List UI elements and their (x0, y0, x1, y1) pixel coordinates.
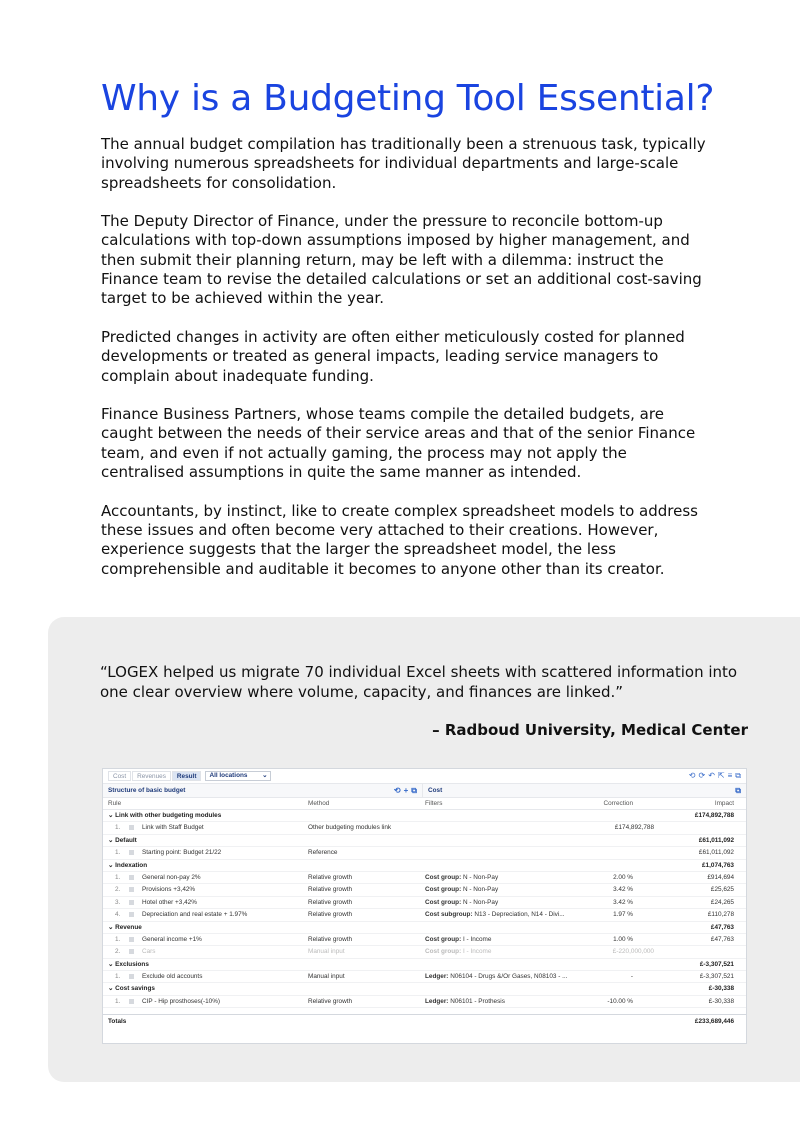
totals-value: £233,689,446 (694, 1018, 734, 1026)
checkbox[interactable] (129, 850, 134, 855)
rule-name: Hotel other +3,42% (142, 898, 197, 906)
filter-label: Cost group: (425, 898, 462, 906)
copy-icon[interactable]: ⧉ (735, 771, 741, 780)
rule-cell (108, 872, 201, 884)
impact-cell: £24,265 (710, 898, 734, 906)
checkbox[interactable] (129, 825, 134, 830)
filter-value: N - Non-Pay (463, 886, 499, 894)
paragraph: Accountants, by instinct, like to create complex spreadsheet models to address these issues and often become very attached to their creations. However, experience suggests that the larger the spreadsheet model, the less comprehensible and auditable it becomes to anyone other than its creator. (101, 501, 698, 578)
checkbox[interactable] (129, 949, 134, 954)
rule-name: Starting point: Budget 21/22 (142, 849, 222, 857)
chevron-down-icon: ⌄ (108, 861, 116, 869)
filter-value: N06104 - Drugs &/Or Gases, N08103 - ... (450, 973, 568, 981)
rule-name: Provisions +3,42% (142, 886, 196, 894)
rule-cell (108, 934, 202, 946)
correction-cell: 2.00 % (613, 873, 633, 881)
group-toggle[interactable] (108, 922, 142, 934)
linked-value: £-220,000,000 (612, 948, 654, 956)
group-toggle[interactable] (108, 959, 149, 971)
group-name: Cost savings (115, 985, 155, 993)
group-row[interactable] (103, 922, 746, 934)
column-correction: Correction (603, 800, 633, 807)
duplicate-icon[interactable]: ⧉ (411, 785, 417, 795)
rule-name: Depreciation and real estate + 1.97% (142, 911, 248, 919)
impact-cell: £61,011,092 (698, 849, 734, 857)
filter-value: N - Non-Pay (463, 898, 499, 906)
row-number: 3. (115, 898, 121, 906)
undo-icon[interactable]: ↶ (708, 771, 715, 780)
checkbox[interactable] (129, 974, 134, 979)
rule-name: General income +1% (142, 935, 202, 943)
row-number: 4. (115, 911, 121, 919)
cost-panel-title: Cost (428, 787, 443, 794)
filter-label: Ledger: (425, 997, 449, 1005)
filter-icon[interactable]: ≡ (727, 771, 733, 780)
testimonial-quote: “LOGEX helped us migrate 70 individual Excel sheets with scattered information into one clear overview where volume, capacity, and finances are linked.” (100, 663, 738, 701)
row-number: 1. (115, 997, 121, 1005)
method-cell: Relative growth (308, 997, 353, 1005)
row-number: 1. (115, 849, 121, 857)
column-method: Method (308, 800, 330, 807)
filter-label: Cost group: (425, 948, 462, 956)
totals-label: Totals (108, 1018, 127, 1026)
method-cell: Relative growth (308, 873, 353, 881)
impact-cell: £47,763 (710, 935, 734, 943)
table-row[interactable] (103, 872, 746, 884)
checkbox[interactable] (129, 937, 134, 942)
filter-cell (425, 897, 498, 909)
checkbox[interactable] (129, 875, 134, 880)
method-cell: Reference (308, 849, 338, 857)
refresh-all-icon[interactable]: ⟳ (698, 771, 706, 780)
rule-cell (108, 897, 197, 909)
group-name: Default (115, 836, 137, 844)
impact-cell: £914,694 (707, 873, 734, 881)
row-number: 1. (115, 824, 121, 832)
filter-value: N13 - Depreciation, N14 - Divi... (474, 911, 565, 919)
tab-result[interactable]: Result (172, 771, 202, 781)
checkbox[interactable] (129, 999, 134, 1004)
toolbar (103, 769, 746, 784)
group-toggle[interactable] (108, 835, 137, 847)
filter-label: Cost group: (425, 935, 462, 943)
row-number: 2. (115, 948, 121, 956)
filter-label: Ledger: (425, 973, 449, 981)
paragraph: The annual budget compilation has traditionally been a strenuous task, typically involving numerous spreadsheets for individual departments and large-scale spreadsheets for consolidation. (101, 135, 706, 192)
rule-name: Link with Staff Budget (142, 824, 204, 832)
budget-table-body (103, 810, 746, 1008)
table-row[interactable] (103, 946, 746, 958)
column-filters: Filters (425, 800, 443, 807)
testimonial-attribution: – Radboud University, Medical Center (432, 721, 748, 739)
location-select-value: All locations (209, 772, 248, 779)
row-number: 1. (115, 935, 121, 943)
group-name: Exclusions (115, 960, 149, 968)
row-number: 2. (115, 886, 121, 894)
panel-header (103, 784, 746, 798)
filter-cell (425, 996, 505, 1008)
method-cell: Relative growth (308, 911, 353, 919)
group-name: Indexation (115, 861, 148, 869)
structure-panel-header (103, 784, 423, 797)
rule-cell (108, 847, 221, 859)
group-impact: £47,763 (710, 923, 734, 931)
linked-value: £174,892,788 (614, 824, 654, 832)
table-row[interactable] (103, 822, 746, 834)
group-row[interactable] (103, 959, 746, 971)
checkbox[interactable] (129, 900, 134, 905)
row-number: 1. (115, 973, 121, 981)
correction-cell: -10.00 % (607, 997, 633, 1005)
filter-cell (425, 946, 491, 958)
rule-cell (108, 909, 247, 921)
column-impact: Impact (714, 800, 734, 807)
group-impact: £61,011,092 (698, 836, 734, 844)
table-row[interactable] (103, 897, 746, 909)
group-impact: £174,892,788 (694, 812, 734, 819)
sync-icon[interactable]: ⟲ (393, 785, 401, 795)
method-cell: Manual input (308, 973, 345, 981)
method-cell: Relative growth (308, 886, 353, 894)
group-toggle[interactable] (108, 810, 221, 822)
table-row[interactable] (103, 884, 746, 896)
correction-cell: 1.00 % (613, 935, 633, 943)
filter-label: Cost group: (425, 886, 462, 894)
testimonial-panel (48, 617, 800, 1082)
refresh-icon[interactable]: ⟲ (688, 771, 696, 780)
table-row[interactable] (103, 971, 746, 983)
chevron-down-icon: ⌄ (108, 836, 116, 844)
table-row[interactable] (103, 934, 746, 946)
add-icon[interactable]: + (403, 785, 409, 795)
method-cell: Relative growth (308, 935, 353, 943)
table-row[interactable] (103, 909, 746, 921)
group-impact: £1,074,763 (702, 861, 734, 869)
totals-row (103, 1014, 746, 1028)
rule-cell (108, 996, 220, 1008)
impact-cell: £110,278 (707, 911, 734, 919)
page-title: Why is a Budgeting Tool Essential? (101, 78, 715, 119)
chevron-down-icon: ⌄ (108, 985, 116, 993)
body-text (101, 135, 711, 598)
paragraph: Finance Business Partners, whose teams compile the detailed budgets, are caught between the needs of their service areas and that of the senior Finance team, and even if not actually gaming, the process may not apply the centralised assumptions in quite the same manner as intended. (101, 405, 696, 482)
rule-name: General non-pay 2% (142, 873, 201, 881)
filter-cell (425, 971, 567, 983)
table-row[interactable] (103, 847, 746, 859)
duplicate-icon[interactable]: ⧉ (735, 785, 741, 795)
impact-cell: £25,625 (710, 886, 734, 894)
filter-cell (425, 934, 491, 946)
budget-tool-screenshot (102, 768, 747, 1044)
table-row[interactable] (103, 996, 746, 1008)
group-row[interactable] (103, 860, 746, 872)
location-select[interactable] (205, 771, 271, 781)
filter-value: I - Income (463, 948, 492, 956)
group-row[interactable] (103, 835, 746, 847)
filter-cell (425, 872, 498, 884)
group-impact: £-30,338 (708, 985, 734, 993)
chevron-down-icon: ⌄ (262, 772, 268, 779)
paragraph: The Deputy Director of Finance, under the pressure to reconcile bottom-up calculations with top-down assumptions imposed by higher management, and then submit their planning return, may be left with a dilemma: instruct the Finance team to revise the detailed calculations or set an additional cost-saving target to be achieved within the year. (101, 212, 702, 308)
rule-cell (108, 946, 156, 958)
paragraph: Predicted changes in activity are often either meticulously costed for planned developments or treated as general impacts, leading service managers to complain about inadequate funding. (101, 327, 685, 385)
group-toggle[interactable] (108, 983, 155, 995)
method-cell: Other budgeting modules link (308, 824, 392, 832)
group-impact: £-3,307,521 (699, 960, 734, 968)
filter-label: Cost subgroup: (425, 911, 473, 919)
export-icon[interactable]: ⇱ (717, 771, 725, 780)
method-cell: Relative growth (308, 898, 353, 906)
group-row[interactable] (103, 810, 746, 822)
filter-value: N - Non-Pay (463, 873, 499, 881)
group-name: Link with other budgeting modules (115, 812, 222, 819)
checkbox[interactable] (129, 887, 134, 892)
tab-revenues[interactable]: Revenues (132, 771, 171, 781)
checkbox[interactable] (129, 912, 134, 917)
group-row[interactable] (103, 983, 746, 995)
correction-cell: 1.97 % (613, 911, 633, 919)
impact-cell: £-30,338 (708, 997, 734, 1005)
method-cell: Manual input (308, 948, 345, 956)
table-header (103, 798, 746, 810)
group-toggle[interactable] (108, 860, 147, 872)
chevron-down-icon: ⌄ (108, 812, 116, 819)
correction-cell: 3.42 % (613, 886, 633, 894)
chevron-down-icon: ⌄ (108, 960, 116, 968)
filter-cell (425, 909, 565, 921)
structure-panel-title: Structure of basic budget (108, 787, 186, 794)
filter-value: N06101 - Prothesis (450, 997, 505, 1005)
rule-name: Exclude old accounts (142, 973, 203, 981)
tab-cost[interactable]: Cost (108, 771, 131, 781)
chevron-down-icon: ⌄ (108, 923, 116, 931)
cost-panel-header (423, 784, 746, 797)
rule-name: Cars (142, 948, 156, 956)
filter-cell (425, 884, 498, 896)
rule-name: CIP - Hip prosthoses(-10%) (142, 997, 221, 1005)
correction-cell: 3.42 % (613, 898, 633, 906)
rule-cell (108, 884, 195, 896)
impact-cell: £-3,307,521 (699, 973, 734, 981)
row-number: 1. (115, 873, 121, 881)
rule-cell (108, 971, 202, 983)
filter-value: I - Income (463, 935, 492, 943)
group-name: Revenue (115, 923, 142, 931)
column-rule: Rule (108, 800, 122, 807)
filter-label: Cost group: (425, 873, 462, 881)
rule-cell (108, 822, 204, 834)
correction-cell: - (630, 973, 633, 981)
